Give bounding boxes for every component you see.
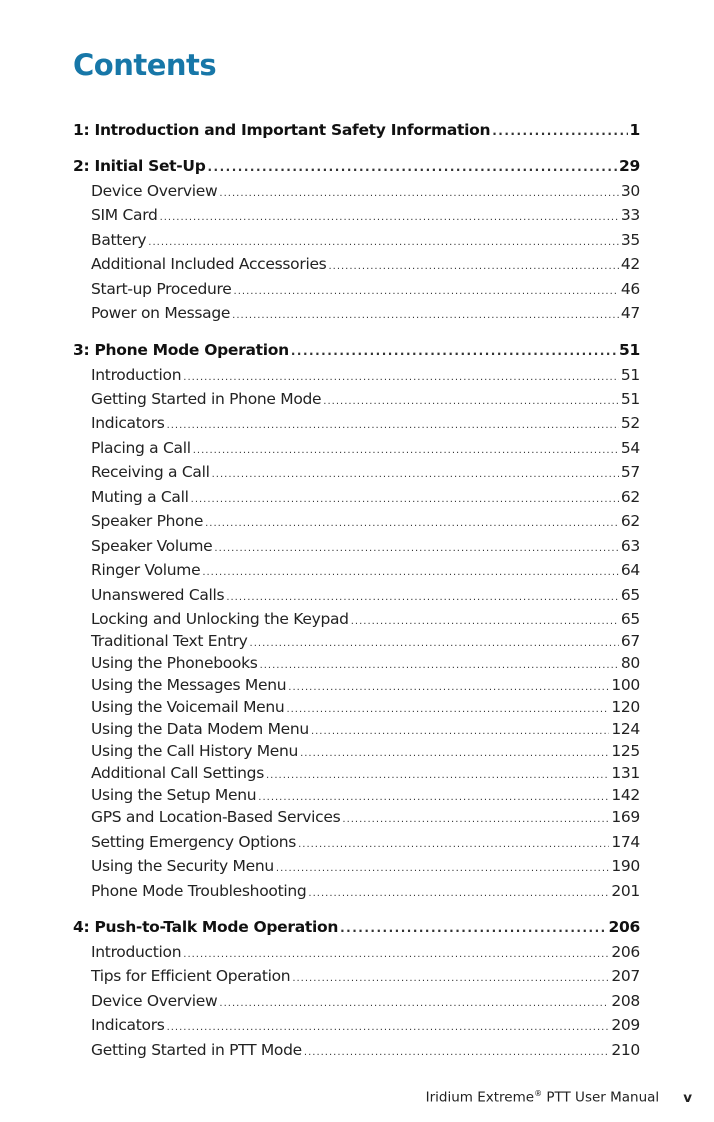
- toc-leader-dots: [276, 859, 609, 879]
- footer-manual-title: [426, 1089, 660, 1106]
- toc-leader-dots: [266, 766, 609, 786]
- toc-entry-page-number: 42: [620, 255, 640, 273]
- toc-entry-label: Using the Security Menu: [91, 857, 274, 875]
- toc-section-entry[interactable]: [91, 653, 640, 675]
- toc-leader-dots: [167, 416, 619, 436]
- toc-chapter-entry[interactable]: [73, 340, 640, 362]
- page-title: Contents: [73, 48, 217, 82]
- toc-entry-page-number: 51: [619, 341, 640, 359]
- toc-entry-page-number: 67: [620, 632, 640, 650]
- toc-entry-page-number: 65: [620, 586, 640, 604]
- toc-entry-label: Using the Voicemail Menu: [91, 698, 285, 716]
- toc-entry-label: Setting Emergency Options: [91, 833, 297, 851]
- toc-entry-label: Indicators: [91, 414, 165, 432]
- toc-leader-dots: [219, 184, 618, 204]
- toc-entry-label: GPS and Location-Based Services: [91, 808, 341, 826]
- toc-entry-label: Using the Phonebooks: [91, 654, 258, 672]
- toc-leader-dots: [300, 744, 609, 764]
- toc-entry-page-number: 65: [620, 610, 640, 628]
- toc-entry-page-number: 201: [611, 882, 640, 900]
- toc-section-entry[interactable]: [91, 741, 640, 763]
- toc-leader-dots: [304, 1043, 609, 1063]
- toc-section-entry[interactable]: [91, 631, 640, 653]
- toc-leader-dots: [292, 969, 609, 989]
- toc-entry-label: 2: Initial Set-Up: [73, 157, 206, 175]
- toc-leader-dots: [219, 994, 609, 1014]
- toc-section-entry[interactable]: [91, 279, 640, 301]
- toc-leader-dots: [288, 678, 609, 698]
- toc-section-entry[interactable]: [91, 389, 640, 411]
- toc-section-entry[interactable]: [91, 719, 640, 741]
- toc-chapter-entry[interactable]: [73, 156, 640, 178]
- toc-entry-label: Using the Data Modem Menu: [91, 720, 309, 738]
- toc-entry-label: Getting Started in PTT Mode: [91, 1041, 302, 1059]
- toc-entry-label: Muting a Call: [91, 488, 189, 506]
- toc-leader-dots: [167, 1018, 610, 1038]
- toc-entry-label: Unanswered Calls: [91, 586, 225, 604]
- toc-leader-dots: [205, 514, 619, 534]
- toc-leader-dots: [160, 208, 619, 228]
- toc-entry-page-number: 57: [620, 463, 640, 481]
- toc-section-entry[interactable]: [91, 942, 640, 964]
- toc-leader-dots: [311, 722, 609, 742]
- toc-section-entry[interactable]: [91, 536, 640, 558]
- toc-entry-page-number: 29: [619, 157, 640, 175]
- toc-section-entry[interactable]: [91, 413, 640, 435]
- toc-entry-page-number: 30: [620, 182, 640, 200]
- toc-entry-page-number: 208: [611, 992, 640, 1010]
- toc-chapter-entry[interactable]: [73, 120, 640, 142]
- page-footer: [380, 1089, 692, 1106]
- toc-leader-dots: [323, 392, 619, 412]
- toc-section-entry[interactable]: [91, 205, 640, 227]
- toc-entry-label: Additional Call Settings: [91, 764, 264, 782]
- toc-entry-label: Start-up Procedure: [91, 280, 232, 298]
- toc-section-entry[interactable]: [91, 609, 640, 631]
- toc-leader-dots: [202, 563, 619, 583]
- footer-manual-suffix: PTT User Manual: [542, 1089, 660, 1106]
- toc-entry-page-number: 210: [611, 1041, 640, 1059]
- toc-entry-label: 3: Phone Mode Operation: [73, 341, 289, 359]
- toc-entry-label: Placing a Call: [91, 439, 191, 457]
- toc-section-entry[interactable]: [91, 856, 640, 878]
- toc-entry-label: SIM Card: [91, 206, 158, 224]
- toc-entry-label: Using the Setup Menu: [91, 786, 257, 804]
- toc-leader-dots: [250, 634, 619, 654]
- toc-entry-page-number: 46: [620, 280, 640, 298]
- toc-leader-dots: [342, 810, 609, 830]
- toc-chapter-entry[interactable]: [73, 917, 640, 939]
- toc-entry-page-number: 131: [611, 764, 640, 782]
- toc-leader-dots: [328, 257, 618, 277]
- toc-entry-page-number: 64: [620, 561, 640, 579]
- toc-entry-page-number: 1: [629, 121, 640, 139]
- toc-entry-page-number: 169: [611, 808, 640, 826]
- toc-entry-label: Battery: [91, 231, 147, 249]
- toc-entry-label: Tips for Efficient Operation: [91, 967, 291, 985]
- toc-section-entry[interactable]: [91, 438, 640, 460]
- toc-leader-dots: [232, 306, 619, 326]
- toc-entry-label: 4: Push-to-Talk Mode Operation: [73, 918, 339, 936]
- toc-section-entry[interactable]: [91, 462, 640, 484]
- toc-entry-label: Getting Started in Phone Mode: [91, 390, 322, 408]
- toc-leader-dots: [226, 588, 619, 608]
- toc-section-entry[interactable]: [91, 365, 640, 387]
- toc-entry-page-number: 100: [611, 676, 640, 694]
- toc-entry-label: Device Overview: [91, 992, 218, 1010]
- toc-section-entry[interactable]: [91, 1015, 640, 1037]
- toc-entry-page-number: 51: [620, 366, 640, 384]
- toc-leader-dots: [340, 918, 606, 938]
- toc-leader-dots: [258, 788, 609, 808]
- toc-entry-label: Phone Mode Troubleshooting: [91, 882, 307, 900]
- toc-entry-label: Indicators: [91, 1016, 165, 1034]
- toc-leader-dots: [214, 539, 618, 559]
- toc-section-entry[interactable]: [91, 230, 640, 252]
- toc-leader-dots: [208, 157, 618, 177]
- toc-entry-label: Ringer Volume: [91, 561, 201, 579]
- toc-entry-label: Speaker Phone: [91, 512, 204, 530]
- toc-entry-label: Additional Included Accessories: [91, 255, 327, 273]
- toc-entry-page-number: 80: [620, 654, 640, 672]
- toc-section-entry[interactable]: [91, 763, 640, 785]
- toc-leader-dots: [260, 656, 619, 676]
- toc-entry-page-number: 174: [611, 833, 640, 851]
- toc-leader-dots: [298, 835, 609, 855]
- toc-section-entry[interactable]: [91, 560, 640, 582]
- toc-entry-label: Receiving a Call: [91, 463, 210, 481]
- toc-entry-page-number: 54: [620, 439, 640, 457]
- toc-leader-dots: [193, 441, 619, 461]
- toc-section-entry[interactable]: [91, 254, 640, 276]
- toc-leader-dots: [212, 465, 619, 485]
- toc-section-entry[interactable]: [91, 881, 640, 903]
- toc-leader-dots: [492, 121, 627, 141]
- toc-entry-label: Traditional Text Entry: [91, 632, 248, 650]
- toc-entry-page-number: 52: [620, 414, 640, 432]
- toc-section-entry[interactable]: [91, 966, 640, 988]
- toc-entry-label: Power on Message: [91, 304, 231, 322]
- toc-section-entry[interactable]: [91, 832, 640, 854]
- footer-page-number: v: [683, 1089, 692, 1106]
- toc-entry-page-number: 206: [608, 918, 640, 936]
- toc-section-entry[interactable]: [91, 487, 640, 509]
- toc-entry-page-number: 190: [611, 857, 640, 875]
- toc-section-entry[interactable]: [91, 585, 640, 607]
- toc-leader-dots: [148, 233, 619, 253]
- toc-section-entry[interactable]: [91, 181, 640, 203]
- toc-leader-dots: [183, 945, 609, 965]
- toc-entry-page-number: 62: [620, 512, 640, 530]
- toc-entry-page-number: 207: [611, 967, 640, 985]
- toc-entry-page-number: 33: [620, 206, 640, 224]
- toc-entry-page-number: 120: [611, 698, 640, 716]
- toc-entry-page-number: 63: [620, 537, 640, 555]
- toc-entry-page-number: 62: [620, 488, 640, 506]
- toc-section-entry[interactable]: [91, 675, 640, 697]
- toc-section-entry[interactable]: [91, 785, 640, 807]
- registered-mark: ®: [534, 1089, 543, 1098]
- toc-entry-page-number: 142: [611, 786, 640, 804]
- toc-entry-page-number: 209: [611, 1016, 640, 1034]
- toc-section-entry[interactable]: [91, 303, 640, 325]
- toc-section-entry[interactable]: [91, 697, 640, 719]
- toc-entry-page-number: 47: [620, 304, 640, 322]
- toc-entry-page-number: 35: [620, 231, 640, 249]
- toc-entry-label: 1: Introduction and Important Safety Information: [73, 121, 491, 139]
- toc-leader-dots: [234, 282, 619, 302]
- toc-entry-label: Speaker Volume: [91, 537, 213, 555]
- toc-entry-label: Using the Messages Menu: [91, 676, 287, 694]
- toc-leader-dots: [308, 884, 609, 904]
- toc-entry-label: Locking and Unlocking the Keypad: [91, 610, 349, 628]
- toc-section-entry[interactable]: [91, 511, 640, 533]
- toc-entry-label: Introduction: [91, 366, 182, 384]
- toc-entry-label: Introduction: [91, 943, 182, 961]
- toc-entry-label: Using the Call History Menu: [91, 742, 299, 760]
- toc-entry-page-number: 124: [611, 720, 640, 738]
- toc-section-entry[interactable]: [91, 807, 640, 829]
- toc-section-entry[interactable]: [91, 991, 640, 1013]
- toc-leader-dots: [351, 612, 619, 632]
- toc-leader-dots: [183, 368, 619, 388]
- toc-entry-label: Device Overview: [91, 182, 218, 200]
- toc-entry-page-number: 125: [611, 742, 640, 760]
- toc-leader-dots: [191, 490, 619, 510]
- toc-entry-page-number: 51: [620, 390, 640, 408]
- toc-entry-page-number: 206: [611, 943, 640, 961]
- toc-section-entry[interactable]: [91, 1040, 640, 1062]
- toc-leader-dots: [286, 700, 609, 720]
- toc-leader-dots: [291, 341, 617, 361]
- footer-manual-prefix: Iridium Extreme: [425, 1089, 535, 1106]
